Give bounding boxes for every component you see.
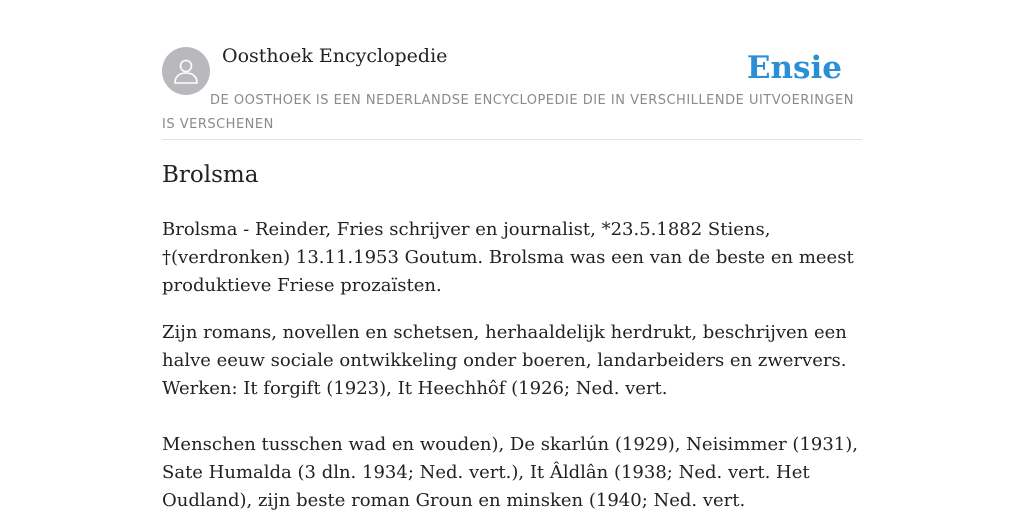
- article-paragraph: Brolsma - Reinder, Fries schrijver en journalist, *23.5.1882 Stiens, †(verdronken) 13.11.1953 Goutum. Brolsma was een van de beste en meest produktieve Friese prozaïsten.: [162, 219, 854, 296]
- article-body: [162, 216, 862, 512]
- source-avatar[interactable]: [162, 47, 210, 95]
- source-title[interactable]: Oosthoek Encyclopedie: [222, 45, 448, 67]
- source-description: DE OOSTHOEK IS EEN NEDERLANDSE ENCYCLOPEDIE DIE IN VERSCHILLENDE UITVOERINGEN IS VERSCHENEN: [162, 93, 854, 132]
- header-divider: [162, 139, 862, 140]
- ensie-logo[interactable]: Ensie: [746, 50, 842, 86]
- article-headword: Brolsma: [162, 162, 259, 188]
- article-paragraph: Zijn romans, novellen en schetsen, herhaaldelijk herdrukt, beschrijven een halve eeuw sociale ontwikkeling onder boeren, landarbeiders en zwervers. Werken: It forgift (1923), It Heechhôf (1926; Ned. vert.: [162, 322, 847, 399]
- article-paragraph: Menschen tusschen wad en wouden), De skarlún (1929), Neisimmer (1931), Sate Humalda (3 dln. 1934; Ned. vert.), It Âldlân (1938; Ned. vert. Het Oudland), zijn beste roman Groun en minsken (1940; Ned. vert.: [162, 434, 859, 511]
- user-icon: [171, 56, 201, 86]
